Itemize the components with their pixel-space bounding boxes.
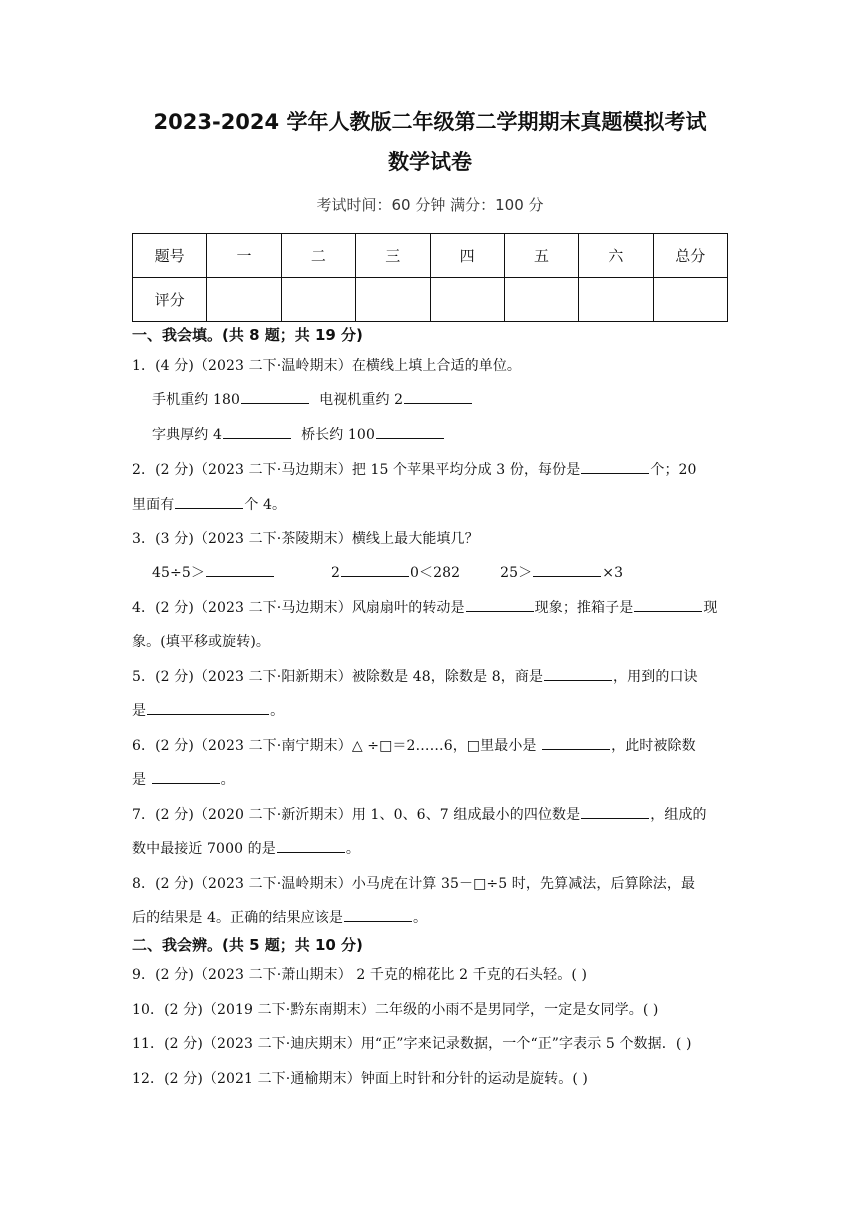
q5-text: 是 xyxy=(132,703,147,719)
q5-text: 。 xyxy=(270,703,285,719)
q2-text: 里面有 xyxy=(132,497,175,513)
score-row-label: 评分 xyxy=(133,278,207,322)
q1-item-a: 手机重约 180 xyxy=(152,392,240,408)
q2-text: 2．(2 分)（2023 二下·马边期末）把 15 个苹果平均分成 3 份，每份是 xyxy=(132,462,581,478)
answer-blank[interactable] xyxy=(581,804,649,819)
answer-blank[interactable] xyxy=(341,562,409,577)
answer-blank[interactable] xyxy=(175,494,243,509)
answer-blank[interactable] xyxy=(152,769,220,784)
question-1-row-1 xyxy=(152,389,752,409)
question-11: 11．(2 分)（2023 二下·迪庆期末）用“正”字来记录数据，一个“正”字表示 5 个数据．( ) xyxy=(132,1036,692,1052)
question-4-line-1 xyxy=(132,597,732,617)
score-input-cell[interactable] xyxy=(504,278,578,322)
exam-title: 2023-2024 学年人教版二年级第二学期期末真题模拟考试 xyxy=(153,110,707,134)
score-table-cell: 三 xyxy=(356,234,430,278)
q2-text: 个；20 xyxy=(650,462,697,478)
q8-text: 后的结果是 4。正确的结果应该是 xyxy=(132,910,343,926)
score-table-cell: 题号 xyxy=(133,234,207,278)
q5-text: 5．(2 分)（2023 二下·阳新期末）被除数是 48，除数是 8，商是 xyxy=(132,669,544,685)
score-input-cell[interactable] xyxy=(207,278,281,322)
score-table-score-row xyxy=(133,278,728,322)
score-table-cell: 五 xyxy=(504,234,578,278)
q3-item-a: 45÷5＞ xyxy=(152,565,205,581)
q3-item-c: 25＞ xyxy=(500,565,533,581)
score-table-cell: 二 xyxy=(281,234,355,278)
score-input-cell[interactable] xyxy=(653,278,727,322)
question-7-line-1 xyxy=(132,804,732,824)
answer-blank[interactable] xyxy=(544,666,612,681)
score-table-cell: 总分 xyxy=(653,234,727,278)
answer-blank[interactable] xyxy=(277,838,345,853)
q1-item-c: 字典厚约 4 xyxy=(152,427,222,443)
q7-text: 数中最接近 7000 的是 xyxy=(132,841,276,857)
exam-info: 考试时间：60 分钟 满分：100 分 xyxy=(316,196,544,214)
q7-text: 。 xyxy=(345,841,360,857)
score-table-cell: 六 xyxy=(579,234,653,278)
question-10: 10．(2 分)（2019 二下·黔东南期末）二年级的小雨不是男同学，一定是女同学。( ) xyxy=(132,1002,659,1018)
q1-item-b: 电视机重约 2 xyxy=(319,392,404,408)
q8-text: 。 xyxy=(412,910,428,926)
q7-text: 7．(2 分)（2020 二下·新沂期末）用 1、0、6、7 组成最小的四位数是 xyxy=(132,807,581,823)
answer-blank[interactable] xyxy=(466,597,534,612)
question-1-row-2 xyxy=(152,424,752,444)
answer-blank[interactable] xyxy=(344,907,412,922)
answer-blank[interactable] xyxy=(241,389,309,404)
q4-text: 4．(2 分)（2023 二下·马边期末）风扇扇叶的转动是 xyxy=(132,600,465,616)
section-1-title: 一、我会填。(共 8 题；共 19 分) xyxy=(132,326,363,344)
answer-blank[interactable] xyxy=(404,389,472,404)
answer-blank[interactable] xyxy=(581,459,649,474)
q3-item-b: 2 xyxy=(330,565,340,581)
answer-blank[interactable] xyxy=(206,562,274,577)
question-6-line-1 xyxy=(132,735,732,755)
question-2-line-2 xyxy=(132,494,732,514)
exam-subtitle: 数学试卷 xyxy=(388,150,472,174)
q1-item-d: 桥长约 100 xyxy=(301,427,375,443)
q5-text: ，用到的口诀 xyxy=(613,669,698,685)
score-table-header-row xyxy=(133,234,728,278)
q4-text: 现 xyxy=(703,600,718,616)
question-8-line-1: 8．(2 分)（2023 二下·温岭期末）小马虎在计算 35－□÷5 时，先算减法，后算除法，最 xyxy=(132,876,696,892)
answer-blank[interactable] xyxy=(542,735,610,750)
question-4-line-2: 象。(填平移或旋转)。 xyxy=(132,634,271,650)
question-3-items xyxy=(152,562,752,582)
section-2-title: 二、我会辨。(共 5 题；共 10 分) xyxy=(132,936,363,954)
question-2-line-1 xyxy=(132,459,732,479)
question-5-line-2 xyxy=(132,700,732,720)
score-table-cell: 四 xyxy=(430,234,504,278)
q2-text: 个 4。 xyxy=(244,497,287,513)
q6-text: ，此时被除数 xyxy=(611,738,696,754)
q6-text: 是 xyxy=(132,772,151,788)
answer-blank[interactable] xyxy=(376,424,444,439)
answer-blank[interactable] xyxy=(634,597,702,612)
answer-blank[interactable] xyxy=(147,700,269,715)
q3-item-c: ×3 xyxy=(602,565,624,581)
score-table-cell: 一 xyxy=(207,234,281,278)
question-8-line-2 xyxy=(132,907,732,927)
score-table xyxy=(132,233,728,322)
score-input-cell[interactable] xyxy=(281,278,355,322)
question-6-line-2 xyxy=(132,769,732,789)
question-9: 9．(2 分)（2023 二下·萧山期末） 2 千克的棉花比 2 千克的石头轻。( ) xyxy=(132,967,588,983)
question-12: 12．(2 分)（2021 二下·通榆期末）钟面上时针和分针的运动是旋转。( ) xyxy=(132,1071,588,1087)
question-3-head: 3．(3 分)（2023 二下·茶陵期末）横线上最大能填几？ xyxy=(132,531,479,547)
q4-text: 现象；推箱子是 xyxy=(534,600,634,616)
question-5-line-1 xyxy=(132,666,732,686)
score-input-cell[interactable] xyxy=(356,278,430,322)
q7-text: ，组成的 xyxy=(650,807,707,823)
q6-text: 6．(2 分)（2023 二下·南宁期末）△ ÷□＝2……6，□里最小是 xyxy=(132,738,542,754)
answer-blank[interactable] xyxy=(223,424,291,439)
q6-text: 。 xyxy=(220,772,235,788)
question-7-line-2 xyxy=(132,838,732,858)
answer-blank[interactable] xyxy=(533,562,601,577)
score-input-cell[interactable] xyxy=(579,278,653,322)
score-input-cell[interactable] xyxy=(430,278,504,322)
question-1-head: 1．(4 分)（2023 二下·温岭期末）在横线上填上合适的单位。 xyxy=(132,358,522,374)
q3-item-b: 0＜282 xyxy=(409,565,461,581)
